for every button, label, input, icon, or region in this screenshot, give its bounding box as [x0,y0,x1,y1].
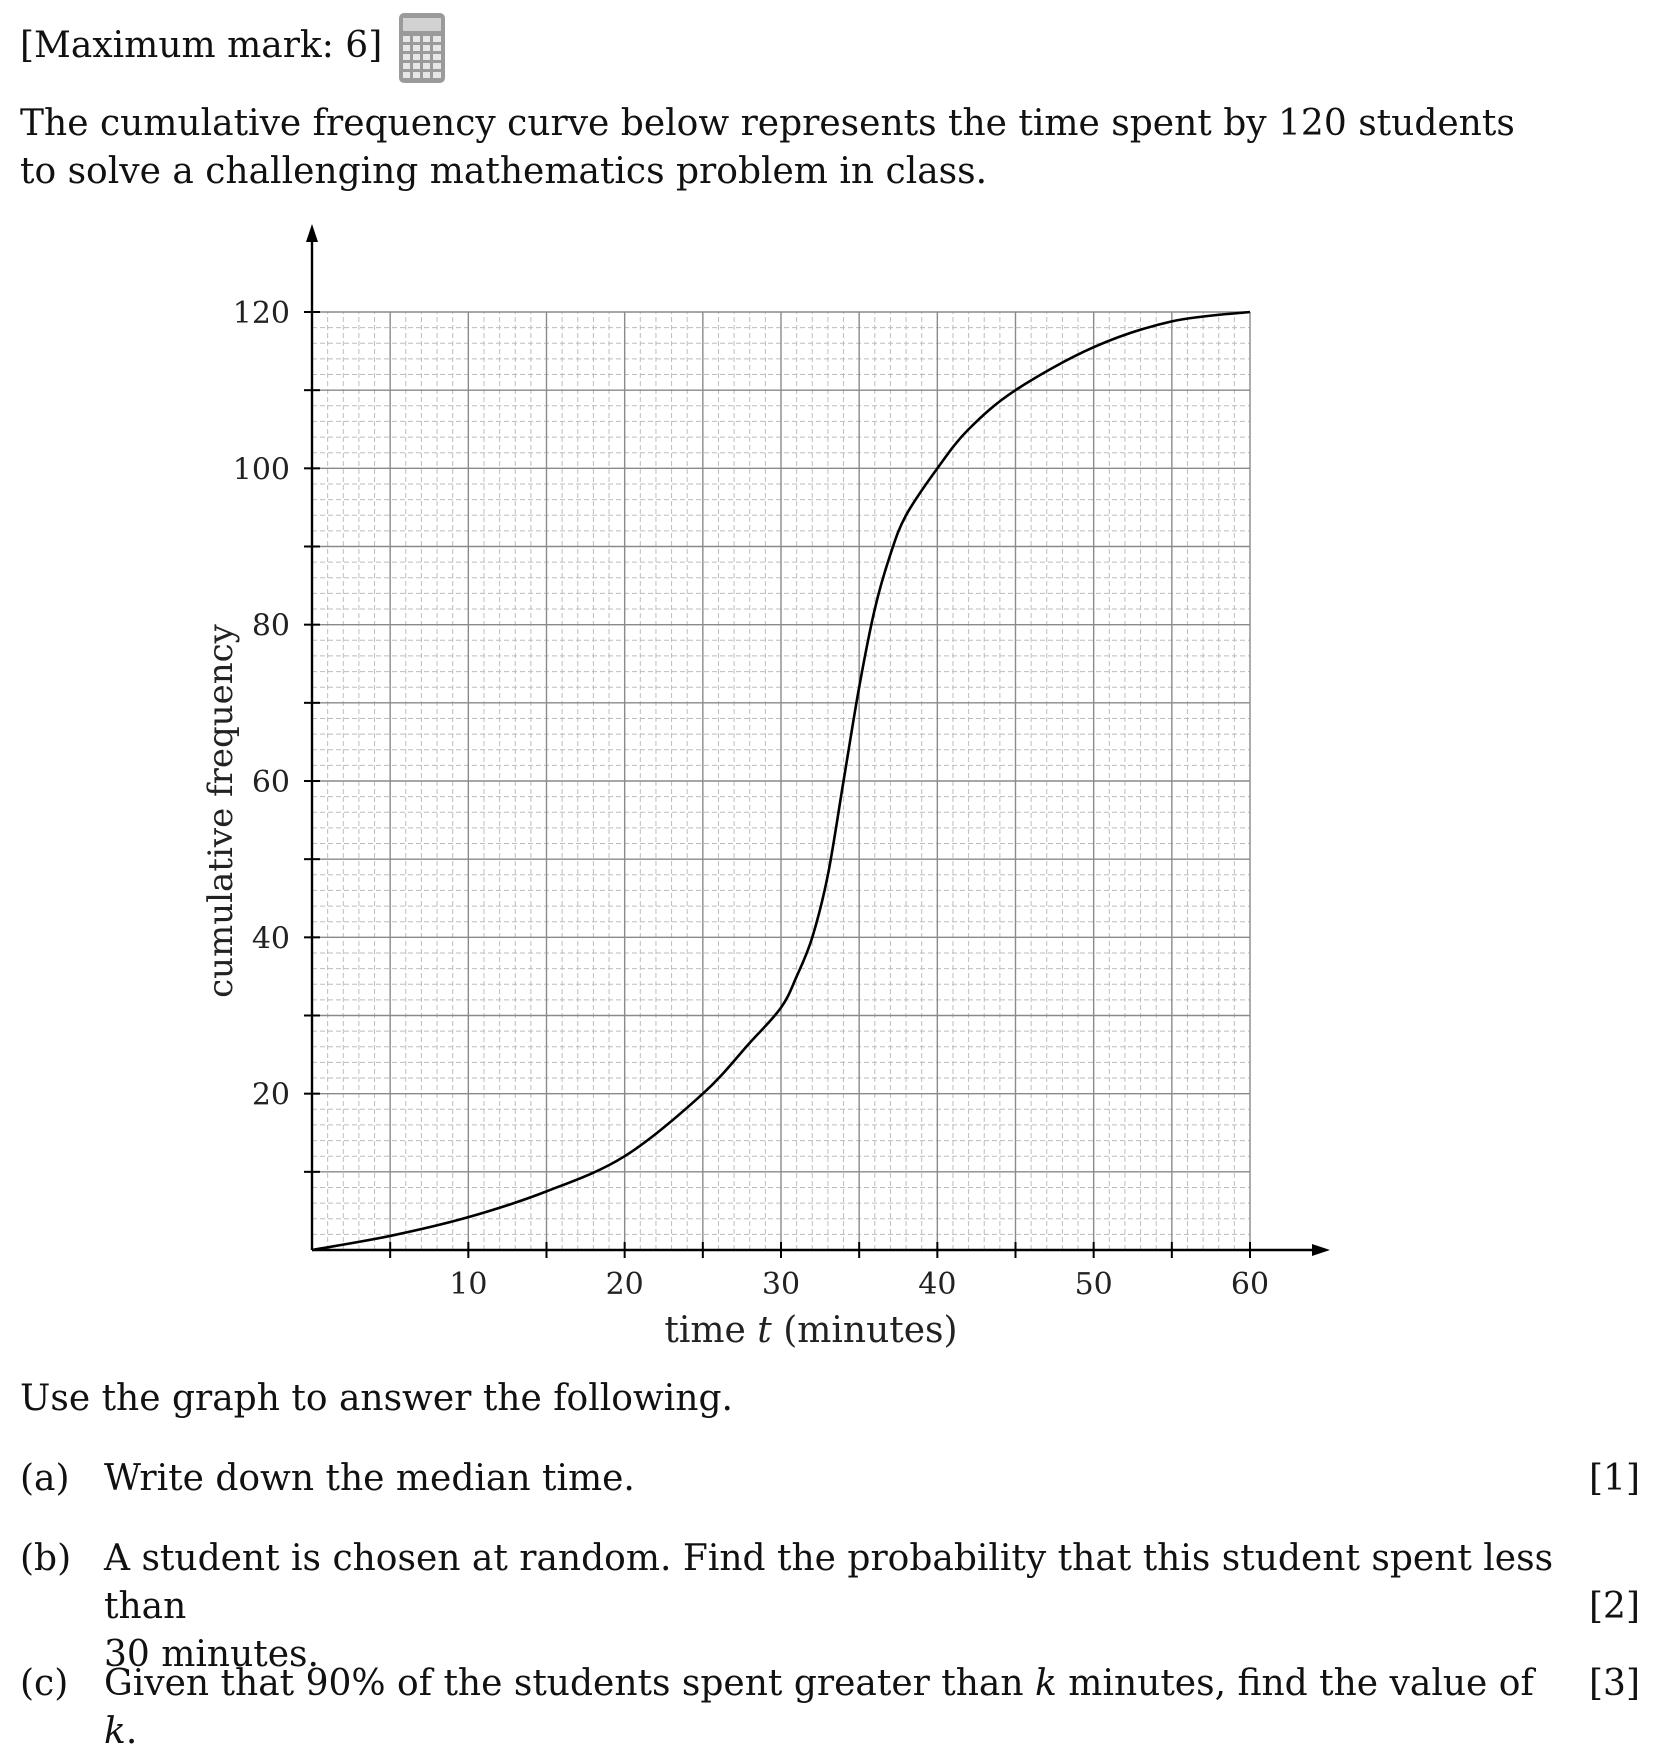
x-tick-label: 40 [918,1267,957,1302]
y-axis-label: cumulative frequency [201,624,241,998]
cumulative-frequency-chart [0,220,1659,1360]
y-tick-label: 60 [251,765,290,800]
x-tick-label: 10 [449,1267,488,1302]
intro-text: The cumulative frequency curve below represents the time spent by 120 students to solve a challenging mathematics problem in class. [20,103,1515,192]
y-axis-arrow [306,224,318,242]
x-tick-label: 50 [1074,1267,1113,1302]
y-tick-label: 20 [251,1077,290,1113]
x-tick-label: 60 [1230,1267,1270,1302]
instructions: Use the graph to answer the following. [20,1378,733,1419]
calculator-icon [398,12,446,84]
x-axis-label-suffix: (minutes) [771,1310,958,1351]
axes [306,224,1330,1256]
question-c [20,1660,1640,1752]
intro-paragraph [20,100,1560,196]
x-tick-label: 20 [605,1267,644,1302]
y-tick-label: 40 [251,921,290,957]
x-axis-label-prefix: time [664,1310,758,1351]
x-tick-label: 30 [761,1267,801,1302]
grid [312,312,1250,1250]
question-marks: [1] [1589,1458,1640,1499]
question-a [20,1455,1640,1505]
question-text-line1: A student is chosen at random. Find the probability that this student spent less than [104,1538,1554,1627]
y-tick-label: 80 [251,608,290,644]
maximum-mark: [Maximum mark: 6] [20,25,383,66]
y-tick-label: 100 [232,452,290,488]
x-axis-arrow [1312,1244,1330,1256]
question-text [104,1535,1564,1679]
y-tick-label: 120 [232,296,290,331]
question-text-line2: 30 minutes. [104,1634,319,1675]
question-text: Write down the median time. [104,1458,635,1499]
chart-svg [0,220,1659,1360]
x-axis-label-var: t [757,1310,772,1351]
question-label: (c) [20,1663,69,1704]
question-label: (b) [20,1538,72,1579]
variable-k: k [1035,1663,1057,1704]
question-marks: [2] [1589,1586,1640,1627]
variable-k: k [104,1711,126,1752]
x-axis-label [664,1310,957,1351]
question-b [20,1535,1640,1675]
ticks [233,296,1269,1302]
question-text [104,1660,1564,1756]
question-text-part: Given that 90% of the students spent greater than [104,1663,1036,1704]
question-text-part: minutes, find the value of [1056,1663,1534,1704]
question-label: (a) [20,1458,70,1499]
question-marks: [3] [1589,1663,1640,1704]
question-text-part: . [125,1711,138,1752]
